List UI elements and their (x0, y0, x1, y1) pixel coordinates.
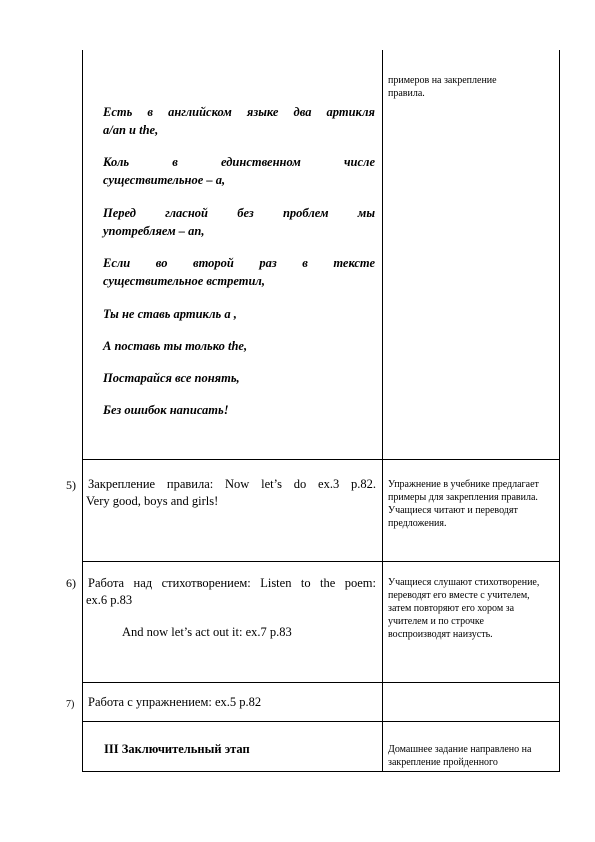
row-divider-1 (82, 459, 560, 460)
poem-line-4: существительное – a, (103, 173, 226, 187)
final-stage-heading: III Заключительный этап (104, 742, 250, 756)
table-border-bottom (82, 771, 560, 772)
poem-note: примеров на закрепление правила. (388, 75, 497, 99)
row-5-text-line-2: Very good, boys and girls! (86, 494, 219, 508)
table-border-middle (382, 50, 383, 772)
poem-line-11: Постарайся все понять, (103, 371, 240, 385)
row-6-note: Учащиеся слушают стихотворение, переводят его вместе с учителем, затем повторяют его хором за учителем и по строчке воспроизводят наизусть. (388, 577, 540, 640)
poem-line-3: Коль в единственном числе (103, 155, 375, 169)
poem-line-1: Есть в английском языке два артикля (103, 105, 375, 119)
row-5-number: 5) (66, 478, 76, 492)
row-6-text-line-2: ex.6 p.83 (86, 593, 133, 607)
poem-line-9: Ты не ставь артикль а , (103, 307, 237, 321)
row-divider-2 (82, 561, 560, 562)
poem-line-10: А поставь ты только the, (103, 339, 248, 353)
row-7-number: 7) (66, 699, 75, 710)
poem-line-5: Перед гласной без проблем мы (103, 206, 375, 220)
row-divider-3 (82, 682, 560, 683)
row-6-number: 6) (66, 576, 76, 590)
table-border-left (82, 50, 83, 772)
row-divider-4 (82, 721, 560, 722)
row-5-note: Упражнение в учебнике предлагает примеры для закрепления правила. Учащиеся читают и переводят предложения. (388, 479, 539, 529)
final-stage-note: Домашнее задание направлено на закрепление пройденного (388, 744, 532, 768)
poem-line-8: существительное встретил, (103, 274, 265, 288)
table-border-right (559, 50, 560, 772)
poem-line-2: a/an и the, (103, 123, 159, 137)
row-5-text-line-1: Закрепление правила: Now let’s do ex.3 p.82. (88, 477, 376, 491)
row-6-text-line-1: Работа над стихотворением: Listen to the poem: (88, 576, 376, 590)
row-6-text-line-3: And now let’s act out it: ex.7 p.83 (122, 625, 292, 639)
poem-line-6: употребляем – an, (103, 224, 205, 238)
row-7-text: Работа с упражнением: ex.5 p.82 (88, 695, 262, 709)
poem-line-12: Без ошибок написать! (103, 403, 229, 417)
poem-line-7: Если во второй раз в тексте (103, 256, 375, 270)
